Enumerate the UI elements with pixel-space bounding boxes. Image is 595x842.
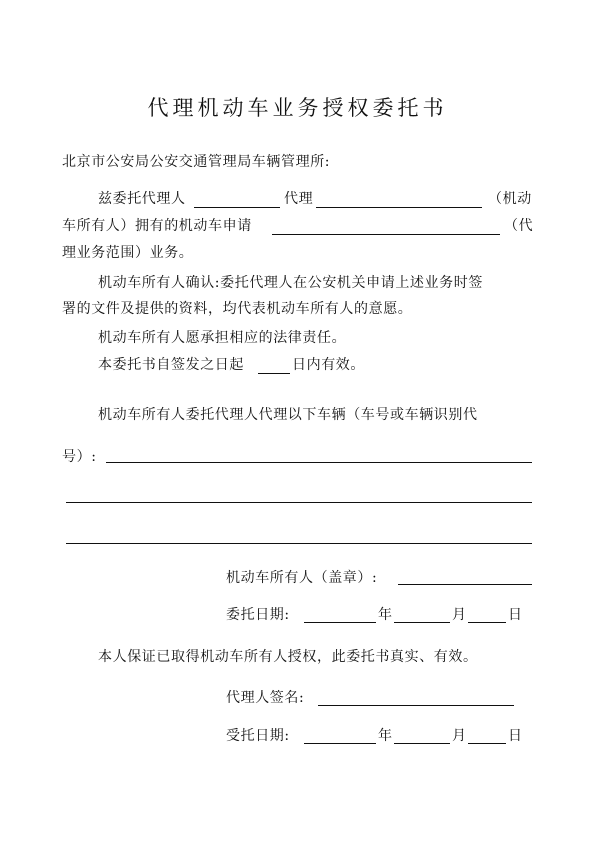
commission-month-field[interactable] [394,622,450,623]
para3: 机动车所有人愿承担相应的法律责任。 [98,330,347,346]
commission-month-label: 月 [452,607,467,623]
acceptance-year-label: 年 [378,728,393,744]
acceptance-day-field[interactable] [468,743,506,744]
document-title: 代理机动车业务授权委托书 [147,96,448,120]
para4-text-2: 日内有效。 [292,357,365,373]
para1-text-1: 兹委托代理人 [98,191,186,207]
para4-text-1: 本委托书自签发之日起 [98,357,244,373]
acceptance-year-field[interactable] [304,743,376,744]
para2-line-1: 机动车所有人确认:委托代理人在公安机关申请上述业务时签 [98,275,483,291]
para1-text-2: 代理 [284,191,314,207]
para1-text-6: 理业务范围）业务。 [62,245,194,261]
commission-day-field[interactable] [468,622,506,623]
commission-date-label: 委托日期: [226,607,290,623]
commission-year-label: 年 [378,607,393,623]
vehicle-owner-field[interactable] [316,207,482,208]
agent-signature-label: 代理人签名: [226,690,305,706]
agent-signature-field[interactable] [318,705,514,706]
acceptance-day-label: 日 [508,728,523,744]
guarantee-statement: 本人保证已取得机动车所有人授权，此委托书真实、有效。 [98,649,478,665]
commission-day-label: 日 [508,607,523,623]
commission-year-field[interactable] [304,622,376,623]
para5-line-2: 号）: [62,449,97,465]
acceptance-date-label: 受托日期: [226,728,290,744]
para1-text-3: （机动 [488,191,532,207]
para1-text-4: 车所有人）拥有的机动车申请 [62,218,252,234]
business-scope-field[interactable] [272,234,500,235]
owner-seal-field[interactable] [398,584,532,585]
agent-name-field[interactable] [194,207,280,208]
para5-line-1: 机动车所有人委托代理人代理以下车辆（车号或车辆识别代 [98,407,478,423]
acceptance-month-field[interactable] [394,743,450,744]
vehicle-id-field-line-1[interactable] [106,462,532,463]
acceptance-month-label: 月 [452,728,467,744]
vehicle-id-field-line-2[interactable] [66,502,532,503]
owner-seal-label: 机动车所有人（盖章）: [226,570,378,586]
addressee: 北京市公安局公安交通管理局车辆管理所: [62,154,331,170]
para2-line-2: 署的文件及提供的资料，均代表机动车所有人的意愿。 [62,301,413,317]
para1-text-5: （代 [504,218,534,234]
vehicle-id-field-line-3[interactable] [66,543,532,544]
validity-days-field[interactable] [258,373,290,374]
